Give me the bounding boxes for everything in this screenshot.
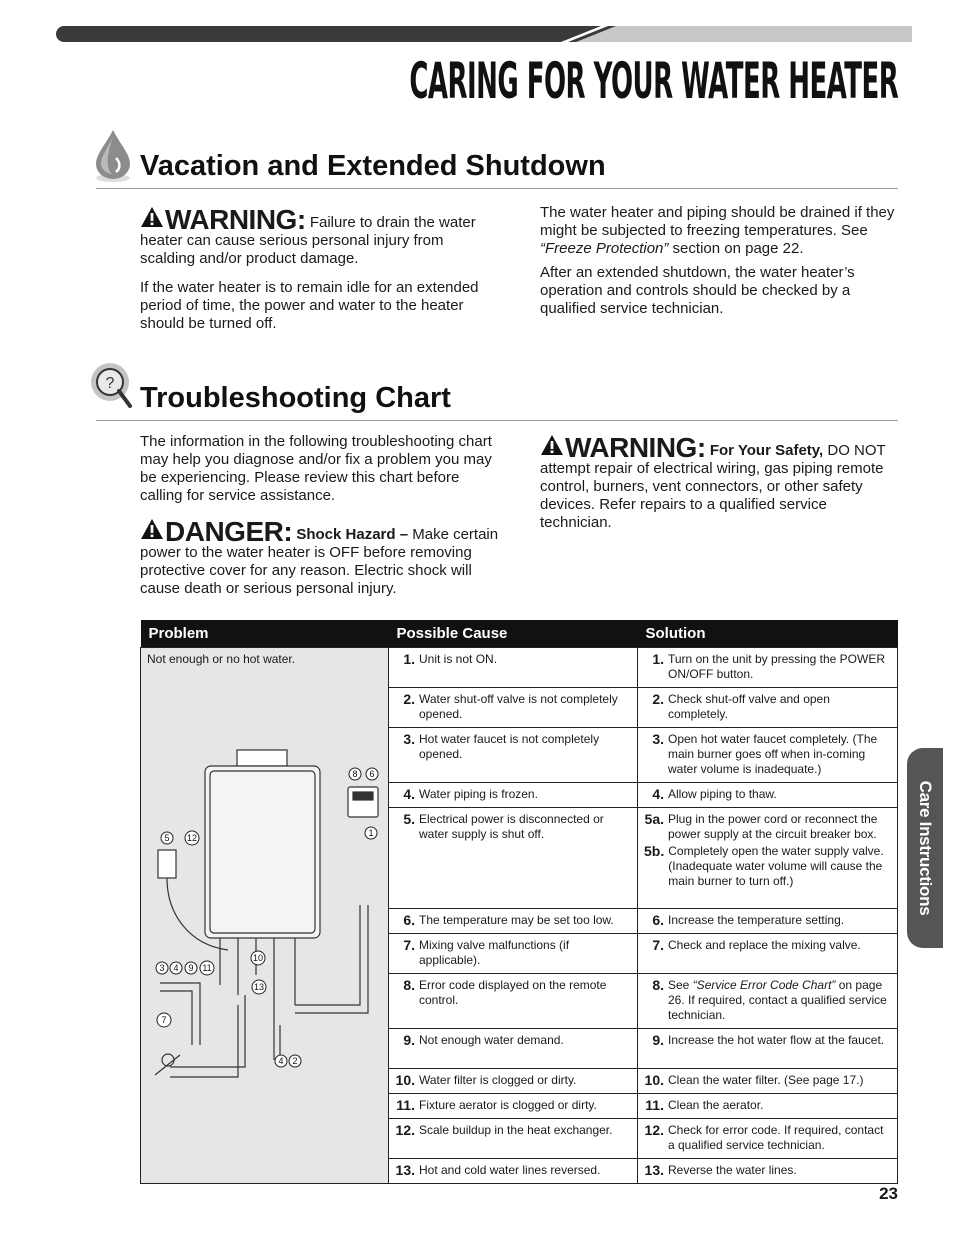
cause-cell bbox=[389, 728, 638, 783]
solution-number: 1. bbox=[652, 651, 664, 667]
solution-number: 13. bbox=[644, 1162, 664, 1178]
cause-number: 11. bbox=[396, 1097, 415, 1113]
cause-text: Water filter is clogged or dirty. bbox=[419, 1073, 577, 1087]
cause-number: 10. bbox=[395, 1072, 415, 1088]
solution-text: Reverse the water lines. bbox=[668, 1163, 797, 1177]
diagram-label: 3 bbox=[159, 963, 165, 973]
solution-text: Check and replace the mixing valve. bbox=[668, 938, 861, 952]
solution-text: Check shut-off valve and open completely. bbox=[668, 692, 830, 721]
side-tab-label: Care Instructions bbox=[916, 780, 935, 916]
page-number: 23 bbox=[879, 1184, 898, 1203]
diagram-label: 1 bbox=[368, 828, 374, 838]
solution-cell bbox=[638, 808, 898, 909]
solution-text: Turn on the unit by pressing the POWER ON/OFF button. bbox=[668, 652, 885, 681]
cause-number: 13. bbox=[395, 1162, 415, 1178]
header-cause: Possible Cause bbox=[389, 620, 638, 648]
cause-number: 6. bbox=[403, 912, 415, 928]
section-divider bbox=[96, 188, 898, 189]
solution-cell bbox=[638, 1069, 898, 1094]
warning-signal-word: WARNING: bbox=[165, 204, 306, 235]
warning-triangle-icon bbox=[540, 434, 564, 456]
diagram-label: 11 bbox=[202, 963, 212, 973]
cause-cell bbox=[389, 909, 638, 934]
solution-cell bbox=[638, 783, 898, 808]
diagram-label: 9 bbox=[188, 963, 194, 973]
water-heater-diagram bbox=[150, 745, 390, 1090]
cause-number: 12. bbox=[395, 1122, 415, 1138]
cause-text: Mixing valve malfunctions (if applicable). bbox=[419, 938, 570, 967]
solution-cell bbox=[638, 934, 898, 974]
danger-subtitle: Shock Hazard – bbox=[292, 526, 409, 543]
solution-text: Open hot water faucet completely. (The main burner goes off when in-coming water volume is inadequate.) bbox=[668, 732, 878, 776]
diagram-label: 4 bbox=[173, 963, 179, 973]
solution-text: Clean the water filter. (See page 17.) bbox=[668, 1073, 864, 1087]
solution-text: Increase the hot water flow at the faucet. bbox=[668, 1033, 885, 1047]
solution-cell bbox=[638, 648, 898, 688]
right-para-text-a: The water heater and piping should be drained if they might be subjected to freezing temperatures. See bbox=[540, 204, 895, 239]
danger-notice bbox=[140, 518, 500, 598]
solution-number: 3. bbox=[652, 731, 664, 747]
header-bar bbox=[56, 26, 912, 42]
page-title: CARING FOR YOUR WATER HEATER bbox=[409, 52, 898, 110]
cause-text: The temperature may be set too low. bbox=[419, 913, 614, 927]
solution-cell bbox=[638, 1159, 898, 1184]
cause-text: Error code displayed on the remote control. bbox=[419, 978, 607, 1007]
cause-text: Not enough water demand. bbox=[419, 1033, 564, 1047]
solution-number: 6. bbox=[652, 912, 664, 928]
diagram-label: 4 bbox=[278, 1056, 284, 1066]
cause-number: 3. bbox=[403, 731, 415, 747]
warning-triangle-icon bbox=[140, 518, 164, 540]
diagram-label: 5 bbox=[164, 833, 170, 843]
solution-number: 12. bbox=[644, 1122, 664, 1138]
cause-cell bbox=[389, 1094, 638, 1119]
solution-text: Completely open the water supply valve. (Inadequate water volume will cause the main burner to turn off.) bbox=[668, 844, 884, 888]
vacation-right-para1 bbox=[540, 204, 895, 258]
diagram-label: 10 bbox=[252, 953, 264, 963]
solution-number: 5b. bbox=[644, 843, 665, 859]
table-row bbox=[141, 648, 898, 688]
cause-text: Electrical power is disconnected or water supply is shut off. bbox=[419, 812, 604, 841]
safety-warning bbox=[540, 434, 898, 532]
cause-number: 5. bbox=[403, 811, 415, 827]
cause-text: Hot water faucet is not completely opened. bbox=[419, 732, 600, 761]
water-drop-icon bbox=[92, 128, 134, 184]
troubleshooting-section-title: Troubleshooting Chart bbox=[140, 382, 451, 414]
diagram-label: 2 bbox=[292, 1056, 298, 1066]
solution-ref: “Service Error Code Chart” bbox=[692, 978, 836, 992]
solution-number: 8. bbox=[652, 977, 664, 993]
section-divider bbox=[96, 420, 898, 421]
solution-number: 2. bbox=[652, 691, 664, 707]
solution-cell bbox=[638, 974, 898, 1029]
problem-text: Not enough or no hot water. bbox=[147, 652, 296, 666]
cause-cell bbox=[389, 648, 638, 688]
diagram-label: 6 bbox=[369, 769, 375, 779]
header-problem: Problem bbox=[141, 620, 389, 648]
solution-text: Plug in the power cord or reconnect the power supply at the circuit breaker box. bbox=[668, 812, 878, 841]
solution-cell bbox=[638, 909, 898, 934]
cause-number: 2. bbox=[403, 691, 415, 707]
diagram-label: 7 bbox=[161, 1015, 167, 1025]
solution-cell bbox=[638, 1094, 898, 1119]
solution-text: Allow piping to thaw. bbox=[668, 787, 777, 801]
diagram-label: 12 bbox=[186, 833, 198, 843]
vacation-section-title: Vacation and Extended Shutdown bbox=[140, 150, 606, 182]
solution-cell bbox=[638, 688, 898, 728]
solution-number: 11. bbox=[645, 1097, 664, 1113]
cause-text: Water piping is frozen. bbox=[419, 787, 538, 801]
cause-cell bbox=[389, 1069, 638, 1094]
solution-number: 10. bbox=[644, 1072, 664, 1088]
solution-text-a: See bbox=[668, 978, 693, 992]
magnifier-question-icon bbox=[90, 362, 136, 412]
vacation-right-para2: After an extended shutdown, the water heater’s operation and controls should be checked by a qualified service technician. bbox=[540, 264, 855, 317]
cause-cell bbox=[389, 1159, 638, 1184]
right-para-ref: “Freeze Protection” bbox=[540, 240, 669, 257]
warning-text: DO NOT attempt repair of electrical wiring, gas piping remote control, burners, vent connectors, or other safety devices. Refer repairs to a qualified service technician. bbox=[540, 442, 886, 531]
danger-signal-word: DANGER: bbox=[165, 516, 293, 547]
cause-cell bbox=[389, 1119, 638, 1159]
vacation-warning bbox=[140, 206, 485, 268]
cause-text: Water shut-off valve is not completely opened. bbox=[419, 692, 618, 721]
cause-cell bbox=[389, 934, 638, 974]
cause-text: Fixture aerator is clogged or dirty. bbox=[419, 1098, 597, 1112]
cause-text: Scale buildup in the heat exchanger. bbox=[419, 1123, 613, 1137]
diagram-label: 8 bbox=[352, 769, 358, 779]
danger-text: Make certain power to the water heater is OFF before removing protective cover for any reason. Electric shock will cause death or serious personal injury. bbox=[140, 526, 499, 597]
cause-text: Hot and cold water lines reversed. bbox=[419, 1163, 601, 1177]
warning-subtitle: For Your Safety, bbox=[705, 442, 824, 459]
solution-text: Increase the temperature setting. bbox=[668, 913, 845, 927]
cause-number: 1. bbox=[403, 651, 415, 667]
vacation-para: If the water heater is to remain idle for an extended period of time, the power and water to the heater should be turned off. bbox=[140, 279, 479, 332]
solution-cell bbox=[638, 1029, 898, 1069]
warning-signal-word: WARNING: bbox=[565, 432, 706, 463]
table-header-row bbox=[141, 620, 898, 648]
solution-number: 7. bbox=[652, 937, 664, 953]
solution-text bbox=[668, 978, 891, 1023]
solution-text: Check for error code. If required, contact a qualified service technician. bbox=[668, 1123, 884, 1152]
cause-number: 9. bbox=[403, 1032, 415, 1048]
diagram-label: 13 bbox=[253, 982, 265, 992]
cause-cell bbox=[389, 808, 638, 909]
svg-text:?: ? bbox=[105, 375, 115, 392]
cause-text: Unit is not ON. bbox=[419, 652, 498, 666]
solution-number: 9. bbox=[652, 1032, 664, 1048]
cause-cell bbox=[389, 688, 638, 728]
cause-number: 7. bbox=[403, 937, 415, 953]
solution-text-b: on page 26. If required, contact a qualified service technician. bbox=[668, 978, 887, 1022]
cause-number: 8. bbox=[403, 977, 415, 993]
troubleshooting-intro: The information in the following troubleshooting chart may help you diagnose and/or fix a problem you may be experiencing. Please review this chart before calling for service assistance. bbox=[140, 433, 492, 504]
solution-number: 4. bbox=[652, 786, 664, 802]
solution-number: 5a. bbox=[644, 811, 664, 827]
cause-cell bbox=[389, 1029, 638, 1069]
cause-cell bbox=[389, 783, 638, 808]
cause-cell bbox=[389, 974, 638, 1029]
warning-triangle-icon bbox=[140, 206, 164, 228]
header-solution: Solution bbox=[638, 620, 898, 648]
cause-number: 4. bbox=[403, 786, 415, 802]
side-tab bbox=[907, 748, 943, 948]
solution-cell bbox=[638, 728, 898, 783]
warning-text: Failure to drain the water heater can cause serious personal injury from scalding and/or product damage. bbox=[140, 214, 476, 267]
right-para-text-b: section on page 22. bbox=[668, 240, 804, 257]
solution-text: Clean the aerator. bbox=[668, 1098, 764, 1112]
solution-cell bbox=[638, 1119, 898, 1159]
